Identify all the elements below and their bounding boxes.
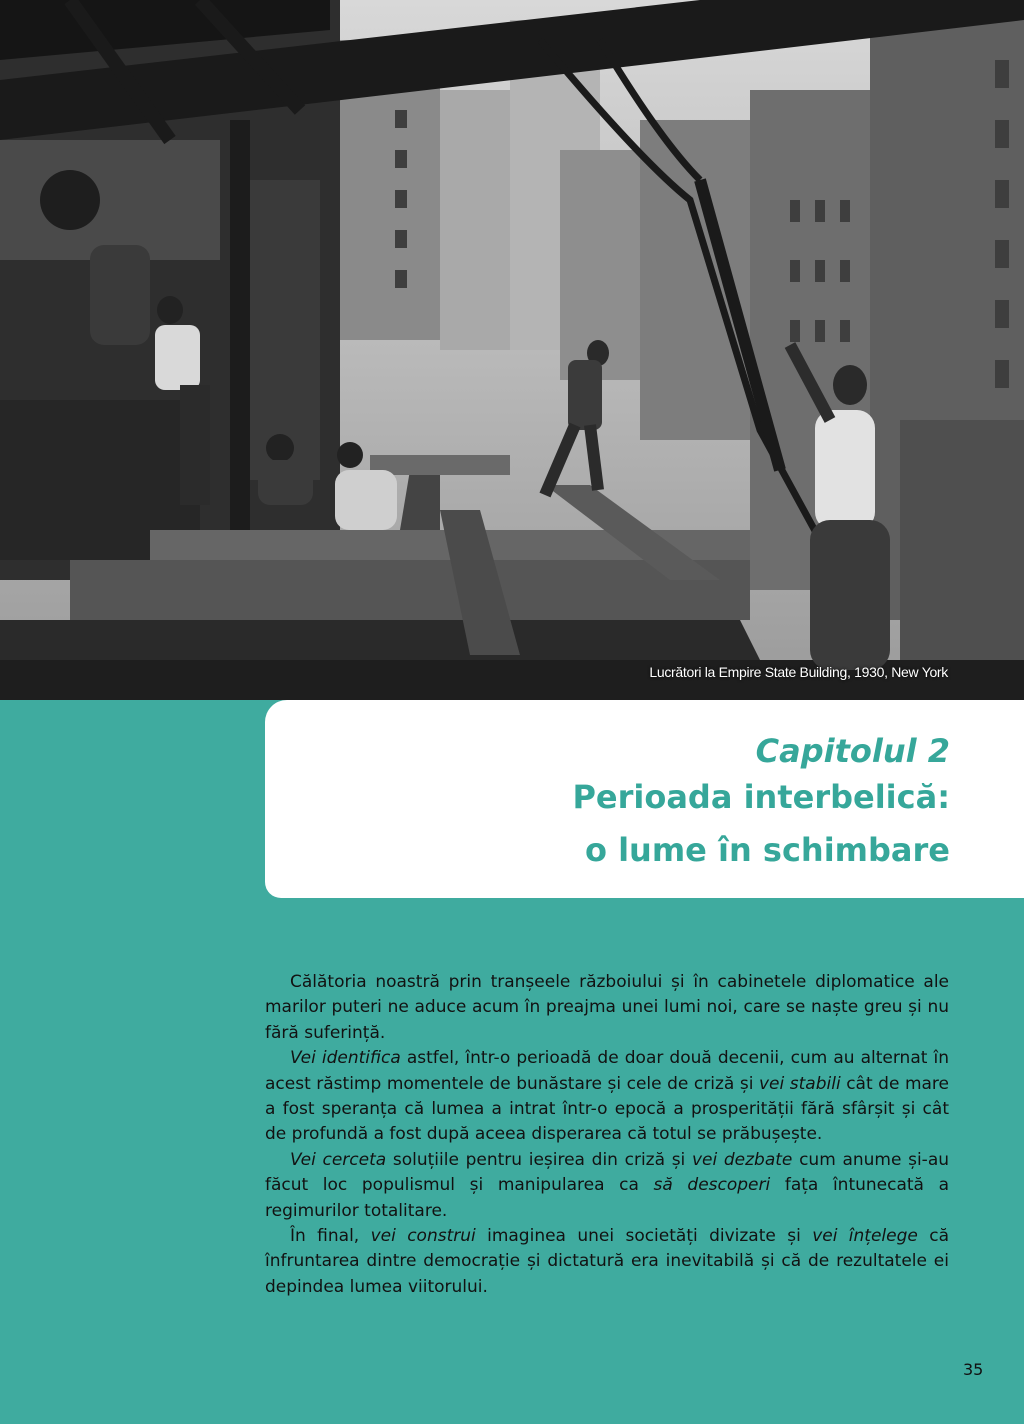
paragraph-1 [265,970,949,1046]
text-segment: că înfruntarea dintre democrație și dictatură era inevitabilă și că de rezultatele ei depindea lumea viitorului. [265,1226,950,1297]
paragraph-4 [265,1224,949,1300]
text-segment: fața întunecată a regimurilor totalitare. [265,1175,950,1221]
chapter-photo [0,0,1024,700]
text-segment: astfel, într-o perioadă de doar două decenii, cum au alternat în acest răstimp momentele de bunăstare și cele de criză și [265,1048,949,1094]
italic-segment: vei înțelege [812,1226,918,1247]
paragraph-3 [265,1148,949,1224]
italic-segment: vei dezbate [691,1149,793,1170]
italic-segment: să descoperi [653,1175,771,1196]
chapter-label: Capitolul 2 [755,732,950,770]
chapter-title-line1: Perioada interbelică: [572,778,950,816]
page-number: 35 [963,1360,984,1379]
chapter-header-card [265,700,1024,898]
intro-text [265,970,949,1300]
chapter-title-line2: o lume în schimbare [584,831,950,869]
text-segment: soluțiile pentru ieșirea din criză și [386,1149,692,1170]
paragraph-2 [265,1046,949,1148]
text-segment: cât de mare a fost speranța că lumea a intrat într-o epocă a prosperității fără sfârșit și cât de profundă a fost după aceea disperarea că totul se prăbușește. [265,1073,950,1145]
italic-segment: vei construi [370,1226,476,1247]
italic-segment: Vei identifica [290,1048,401,1069]
italic-segment: vei stabili [758,1073,841,1094]
text-segment: Călătoria noastră prin tranșeele războiului și în cabinetele diplomatice ale marilor puteri ne aduce acum în preajma unei lumi noi, care se naște greu și nu fără suferință. [265,972,949,1043]
construction-workers-photo [0,0,1024,700]
text-segment: cum anume și-au făcut loc populismul și manipularea ca [265,1149,950,1196]
photo-caption: Lucrători la Empire State Building, 1930, New York [649,664,948,680]
text-segment: În final, [290,1226,371,1247]
text-segment: imaginea unei societăți divizate și [475,1226,813,1247]
italic-segment: Vei cerceta [290,1149,387,1170]
